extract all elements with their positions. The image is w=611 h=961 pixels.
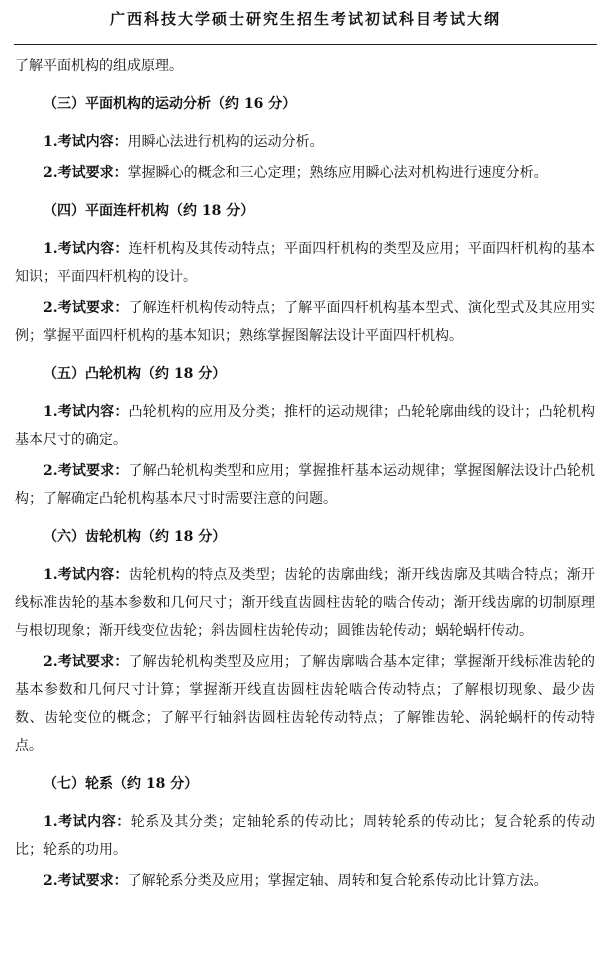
section-7-requirement — [15, 867, 595, 895]
content-label: 1.考试内容： — [43, 134, 128, 150]
requirement-text: 了解轮系分类及应用；掌握定轴、周转和复合轮系传动比计算方法。 — [127, 873, 548, 889]
content-text: 连杆机构及其传动特点；平面四杆机构的类型及应用；平面四杆机构的基本知识；平面四杆机构的设计。 — [15, 241, 595, 285]
content-text: 用瞬心法进行机构的运动分析。 — [127, 134, 324, 150]
section-3-content — [15, 128, 595, 156]
requirement-label: 2.考试要求： — [43, 463, 129, 479]
content-label: 1.考试内容： — [43, 814, 131, 830]
section-heading-4: （四）平面连杆机构（约 18 分） — [43, 203, 255, 219]
content-label: 1.考试内容： — [43, 404, 129, 420]
intro-text: 了解平面机构的组成原理。 — [15, 58, 183, 74]
content-text: 凸轮机构的应用及分类；推杆的运动规律；凸轮轮廓曲线的设计；凸轮机构基本尺寸的确定。 — [15, 404, 595, 448]
section-6-requirement — [15, 648, 595, 760]
requirement-label: 2.考试要求： — [43, 165, 128, 181]
section-heading-7: （七）轮系（约 18 分） — [43, 776, 199, 792]
requirement-text: 了解连杆机构传动特点；了解平面四杆机构基本型式、演化型式及其应用实例；掌握平面四杆机构的基本知识；熟练掌握图解法设计平面四杆机构。 — [15, 300, 595, 344]
section-heading-3: （三）平面机构的运动分析（约 16 分） — [43, 96, 297, 112]
content-text: 齿轮机构的特点及类型；齿轮的齿廓曲线；渐开线齿廓及其啮合特点；渐开线标准齿轮的基本参数和几何尺寸；渐开线直齿圆柱齿轮的啮合传动；渐开线齿廓的切制原理与根切现象；渐开线变位齿轮；斜齿圆柱齿轮传动；圆锥齿轮传动；蜗轮蜗杆传动。 — [15, 567, 595, 639]
content-text: 轮系及其分类；定轴轮系的传动比；周转轮系的传动比；复合轮系的传动比；轮系的功用。 — [15, 814, 595, 858]
requirement-label: 2.考试要求： — [43, 873, 128, 889]
section-3-requirement — [15, 159, 595, 187]
document-body — [15, 52, 595, 895]
requirement-label: 2.考试要求： — [43, 300, 129, 316]
section-5-content — [15, 398, 595, 454]
header-divider — [14, 44, 597, 45]
requirement-text: 了解凸轮机构类型和应用；掌握推杆基本运动规律；掌握图解法设计凸轮机构；了解确定凸轮机构基本尺寸时需要注意的问题。 — [15, 463, 595, 507]
content-label: 1.考试内容： — [43, 241, 129, 257]
document-header-title: 广西科技大学硕士研究生招生考试初试科目考试大纲 — [109, 10, 501, 28]
requirement-text: 了解齿轮机构类型及应用；了解齿廓啮合基本定律；掌握渐开线标准齿轮的基本参数和几何尺寸计算；掌握渐开线直齿圆柱齿轮啮合传动特点；了解根切现象、最少齿数、齿轮变位的概念；了解平行轴斜齿圆柱齿轮传动特点；了解锥齿轮、涡轮蜗杆的传动特点。 — [15, 654, 595, 754]
section-5-requirement — [15, 457, 595, 513]
content-label: 1.考试内容： — [43, 567, 129, 583]
requirement-label: 2.考试要求： — [43, 654, 129, 670]
section-heading-6: （六）齿轮机构（约 18 分） — [43, 529, 227, 545]
requirement-text: 掌握瞬心的概念和三心定理；熟练应用瞬心法对机构进行速度分析。 — [127, 165, 548, 181]
section-4-content — [15, 235, 595, 291]
section-7-content — [15, 808, 595, 864]
section-4-requirement — [15, 294, 595, 350]
section-heading-5: （五）凸轮机构（约 18 分） — [43, 366, 227, 382]
section-6-content — [15, 561, 595, 645]
